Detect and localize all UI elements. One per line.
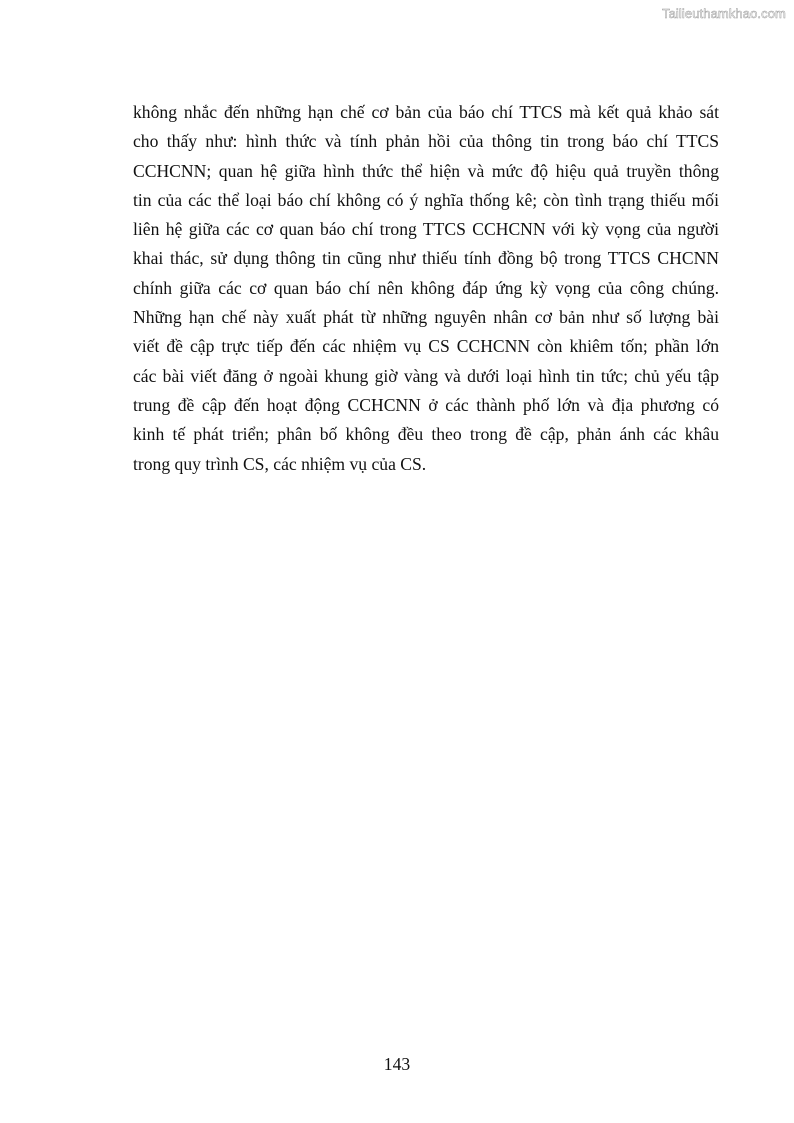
page-number: 143 — [383, 1054, 411, 1074]
text-line: trung đề cập đến hoạt động CCHCNN ở các thành phố lớn và địa phương có — [133, 394, 719, 415]
text-line: tin của các thể loại báo chí không có ý nghĩa thống kê; còn tình trạng thiếu mối — [133, 189, 719, 210]
text-line: viết đề cập trực tiếp đến các nhiệm vụ CS CCHCNN còn khiêm tốn; phần lớn — [133, 336, 719, 357]
body-paragraph — [133, 98, 719, 479]
text-line: liên hệ giữa các cơ quan báo chí trong TTCS CCHCNN với kỳ vọng của người — [133, 219, 719, 240]
text-line: các bài viết đăng ở ngoài khung giờ vàng và dưới loại hình tin tức; chủ yếu tập — [133, 365, 719, 386]
text-line: kinh tế phát triển; phân bố không đều theo trong đề cập, phản ánh các khâu — [133, 424, 719, 445]
text-line: khai thác, sử dụng thông tin cũng như thiếu tính đồng bộ trong TTCS CHCNN — [133, 248, 719, 269]
text-line: không nhắc đến những hạn chế cơ bản của báo chí TTCS mà kết quả khảo sát — [133, 102, 719, 122]
text-line: trong quy trình CS, các nhiệm vụ của CS. — [133, 453, 427, 474]
text-line: cho thấy như: hình thức và tính phản hồi của thông tin trong báo chí TTCS — [133, 131, 719, 152]
text-line: Những hạn chế này xuất phát từ những nguyên nhân cơ bản như số lượng bài — [133, 307, 719, 328]
text-line: chính giữa các cơ quan báo chí nên không đáp ứng kỳ vọng của công chúng. — [133, 277, 719, 298]
text-line: CCHCNN; quan hệ giữa hình thức thể hiện và mức độ hiệu quả truyền thông — [133, 160, 719, 181]
watermark: Tailieuthamkhao.com — [661, 6, 786, 21]
